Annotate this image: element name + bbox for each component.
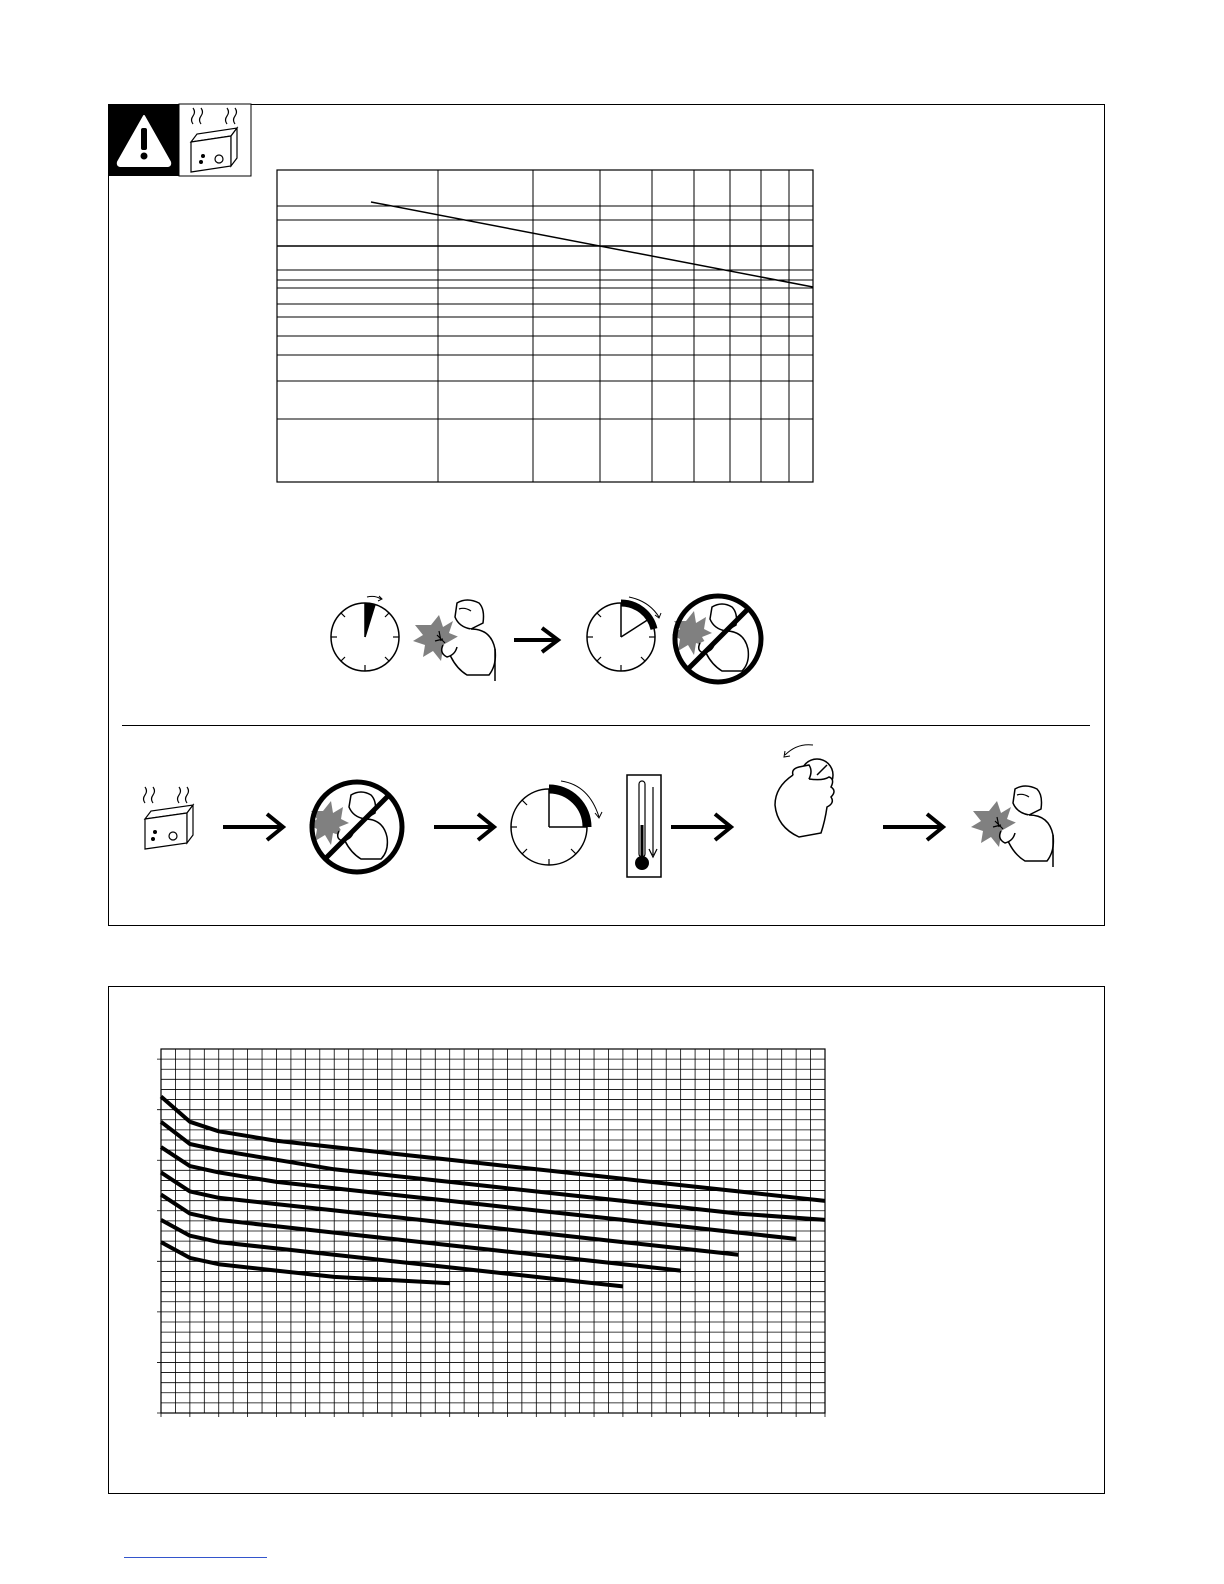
stopwatch-short-icon [329, 593, 409, 677]
stopwatch-cooling-icon [509, 773, 609, 873]
arrow-right-icon [669, 811, 739, 843]
thermometer-down-icon [626, 773, 662, 877]
duty-cycle-chart [159, 1047, 839, 1427]
overheated-machine-icon [139, 785, 201, 853]
hand-turning-knob-icon [773, 741, 853, 845]
duty-cycle-chart-panel [108, 986, 1105, 1494]
no-welding-icon [309, 777, 409, 877]
welder-resume-icon [965, 781, 1065, 871]
footer-link-underline[interactable] [124, 1557, 267, 1558]
warning-triangle-icon [108, 104, 180, 176]
arrow-right-icon [432, 811, 502, 843]
arrow-right-icon [221, 811, 291, 843]
overheating-machine-icon [179, 104, 251, 176]
arrow-right-icon [881, 811, 951, 843]
no-welding-icon [672, 591, 768, 687]
duty-cycle-table [276, 169, 816, 485]
stopwatch-long-icon [585, 593, 667, 677]
table-diagonal-line [371, 202, 813, 287]
welder-operating-icon [407, 595, 507, 685]
section-divider [122, 725, 1090, 726]
table-border [277, 170, 813, 482]
arrow-right-icon [512, 625, 564, 655]
duty-cycle-panel [108, 104, 1105, 926]
